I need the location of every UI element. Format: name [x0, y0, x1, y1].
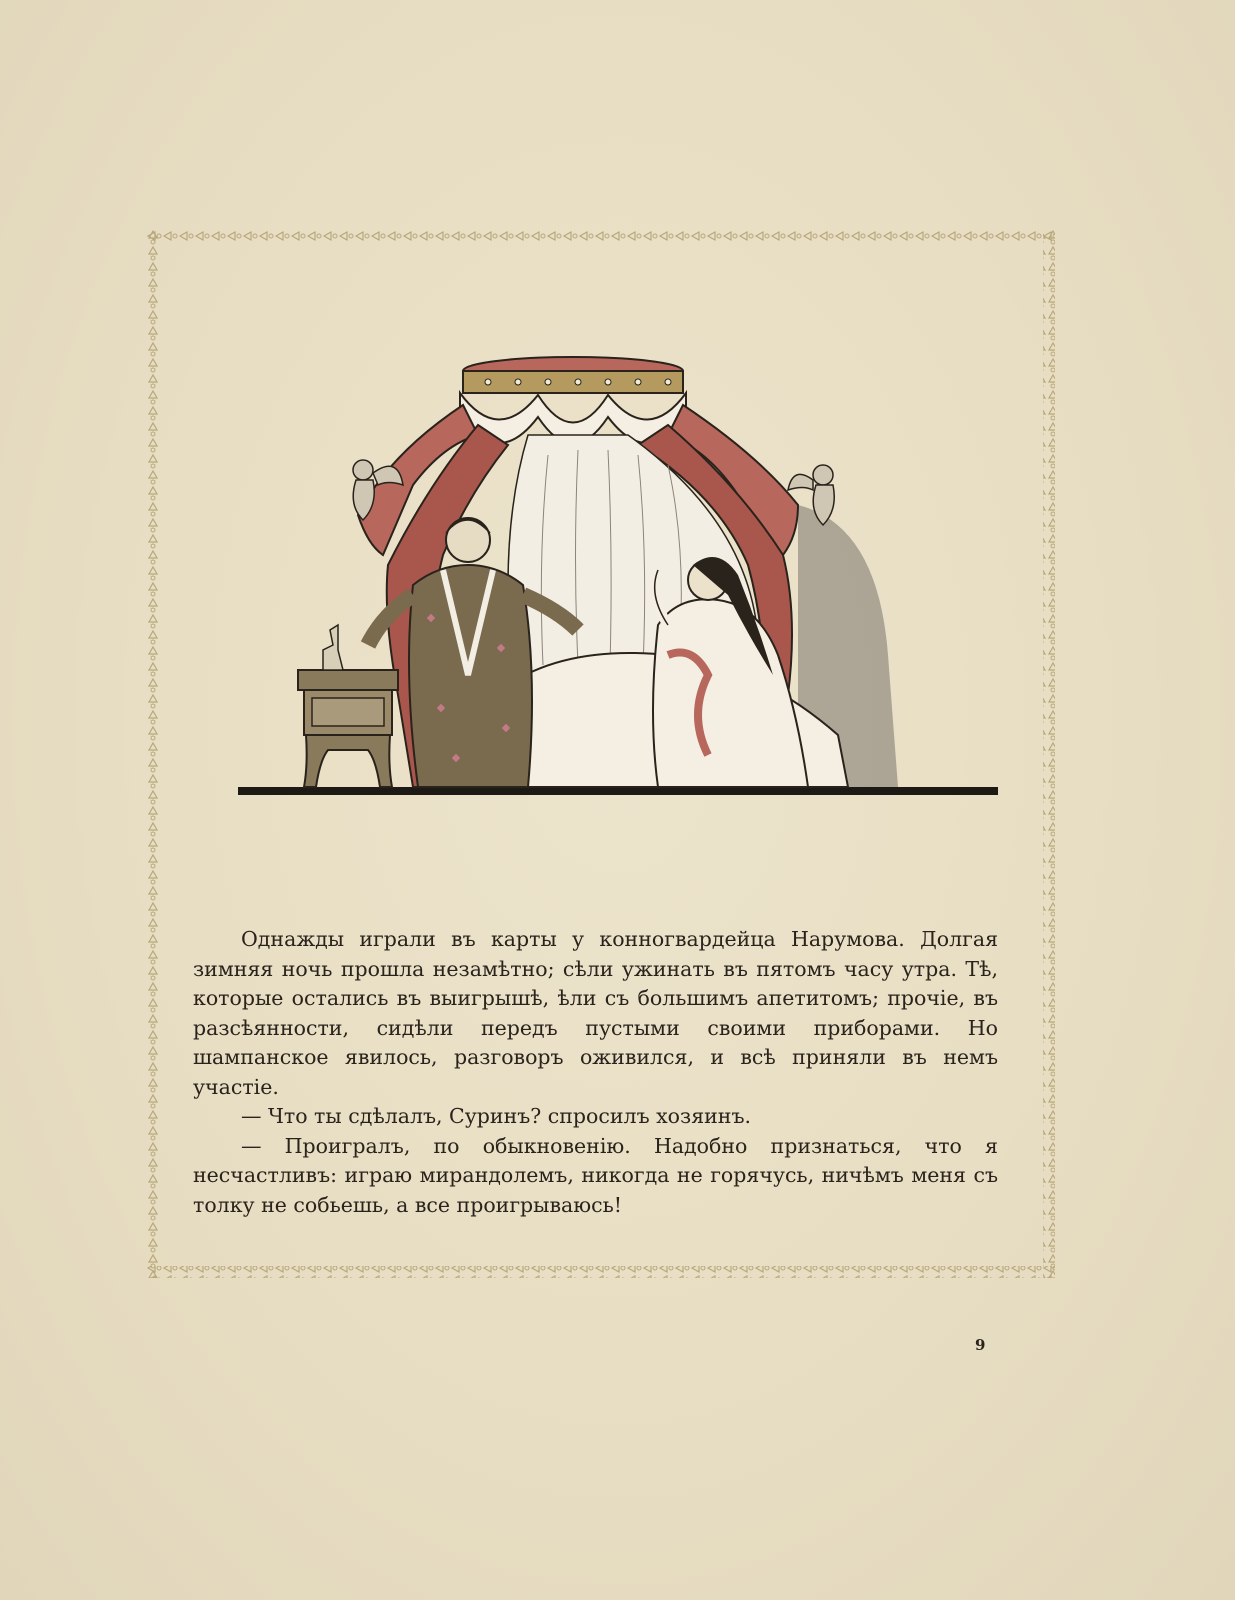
story-text: [193, 925, 998, 1220]
paragraph-2: — Что ты сдѣлалъ, Суринъ? спросилъ хозяинъ.: [241, 1104, 752, 1128]
paragraph-3: — Проигралъ, по обыкновенію. Надобно признаться, что я несчастливъ: играю мирандолемъ, никогда не горячусь, ничѣмъ меня съ толку не собьешь, а все проигрываюсь!: [193, 1133, 998, 1217]
page-number: 9: [975, 1336, 986, 1354]
paragraph-1: Однажды играли въ карты у конногвардейца Нарумова. Долгая зимняя ночь прошла незамѣтно; сѣли ужинать въ пятомъ часу утра. Тѣ, которые остались въ выигрышѣ, ѣли съ большимъ апетитомъ; прочіе, въ разсѣянности, сидѣли передъ пустыми своими приборами. Но шампанское явилось, разговоръ оживился, и всѣ приняли въ немъ участіе.: [193, 927, 998, 1099]
bedroom-illustration: [238, 355, 998, 815]
